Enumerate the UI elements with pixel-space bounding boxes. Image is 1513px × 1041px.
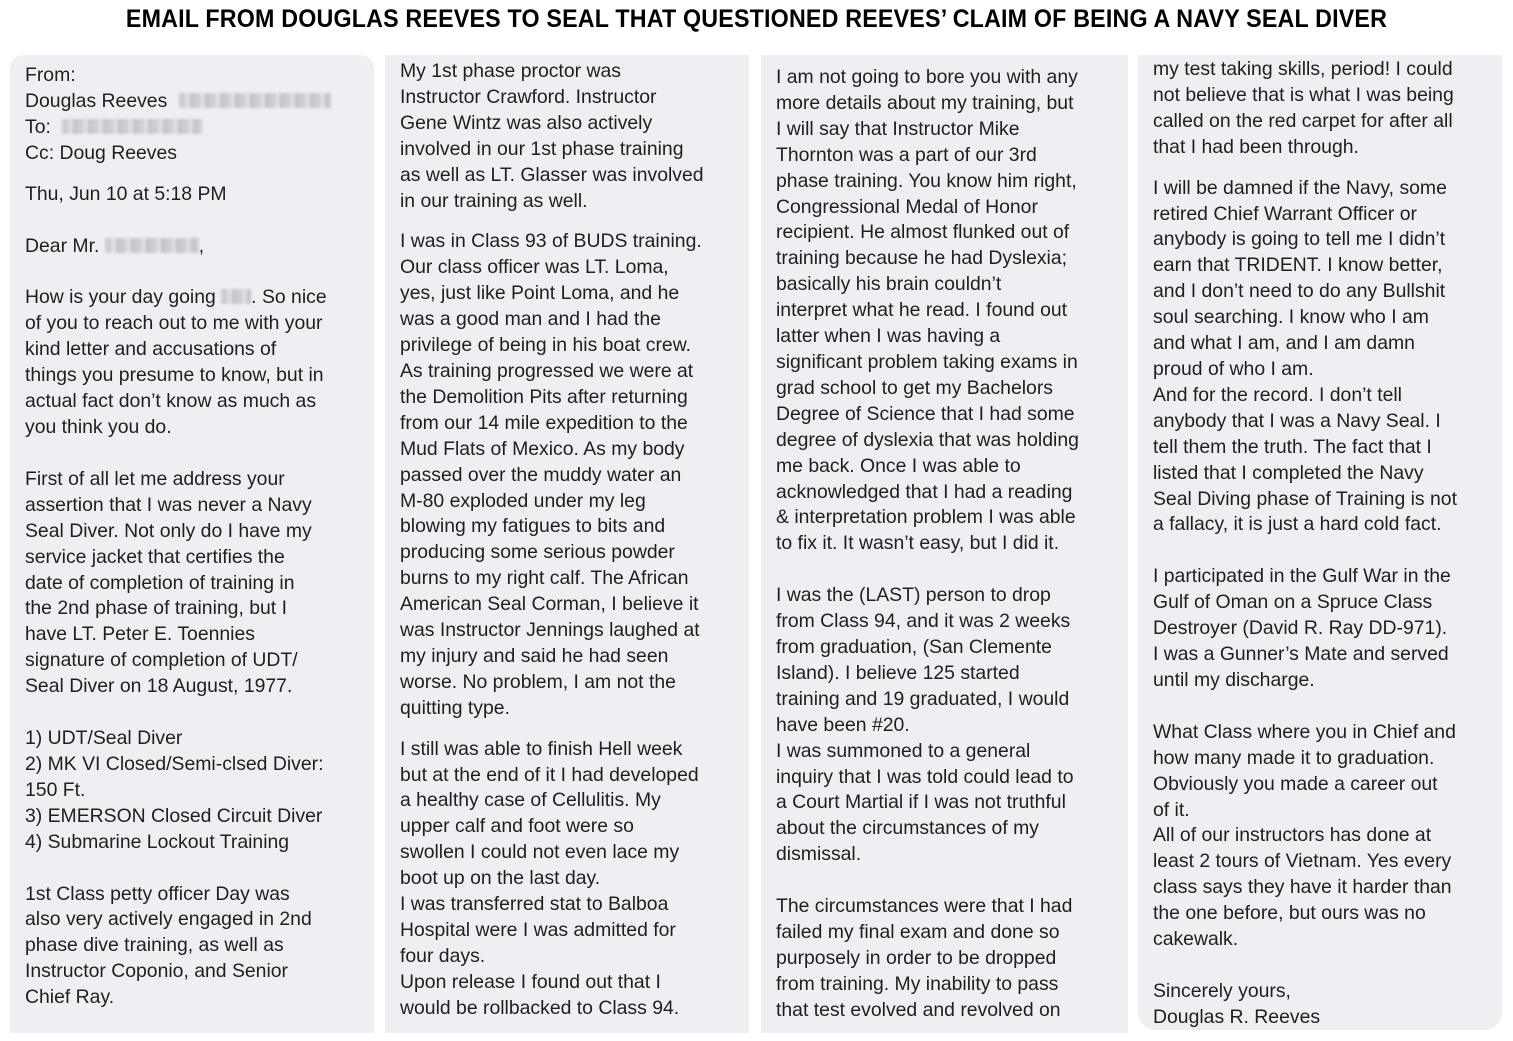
qualifications-list: 1) UDT/Seal Diver 2) MK VI Closed/Semi-clsed Diver: 150 Ft. 3) EMERSON Closed Circuit Diver 4) Submarine Lockout Training	[25, 727, 324, 853]
body-paragraph: The circumstances were that I had failed my final exam and done so purposely in order to be dropped from training. My inability to pass that test evolved and revolved on	[776, 895, 1073, 1021]
body-paragraph: my test taking skills, period! I could not believe that is what I was being called on the red carpet for after all that I had been through.	[1153, 58, 1454, 158]
email-column-3	[761, 55, 1128, 1033]
cc-row: Cc: Doug Reeves	[25, 141, 177, 164]
redacted-name	[221, 289, 251, 304]
body-paragraph: What Class where you in Chief and how many made it to graduation. Obviously you made a career out of it. All of our instructors has done at least 2 tours of Vietnam. Yes every class says they have it harder than the one before, but ours was no cakewalk.	[1153, 720, 1456, 951]
page-title: EMAIL FROM DOUGLAS REEVES TO SEAL THAT QUESTIONED REEVES’ CLAIM OF BEING A NAVY SEAL DIVER	[125, 5, 1388, 33]
to-label: To:	[25, 115, 51, 138]
salutation-prefix: Dear Mr.	[25, 234, 100, 257]
to-row	[25, 115, 366, 141]
email-column-4	[1138, 55, 1502, 1030]
redacted-to-address	[62, 119, 202, 134]
from-label: From:	[25, 64, 76, 86]
salutation	[25, 234, 366, 260]
from-row	[25, 89, 366, 115]
redacted-from-address	[179, 93, 331, 108]
email-date: Thu, Jun 10 at 5:18 PM	[25, 182, 227, 205]
body-paragraph: I was in Class 93 of BUDS training. Our class officer was LT. Loma, yes, just like Point Loma, and he was a good man and I had the privilege of being in his boat crew. As training progressed we were at the Demolition Pits after returning from our 14 mile expedition to the Mud Flats of Mexico. As my body passed over the muddy water an M-80 exploded under my leg blowing my fatigues to bits and producing some serious powder burns to my right calf. The African American Seal Corman, I believe it was Instructor Jennings laughed at my injury and said he had seen worse. No problem, I am not the quitting type.	[400, 230, 702, 719]
redacted-recipient-name	[105, 238, 199, 253]
body-paragraph: I am not going to bore you with any more details about my training, but I will say that Instructor Mike Thornton was a part of our 3rd phase training. You know him right, Congressional Medal of Honor recipient. He almost flunked out of training because he had Dyslexia; basically his brain couldn’t interpret what he read. I found out latter when I was having a significant problem taking exams in grad school to get my Bachelors Degree of Science that I had some degree of dyslexia that was holding me back. Once I was able to acknowledged that I had a reading & interpretation problem I was able to fix it. It wasn’t easy, but I did it.	[776, 66, 1079, 555]
email-column-1	[10, 55, 374, 1033]
email-header	[25, 63, 366, 259]
paragraph-text: How is your day going	[25, 286, 222, 309]
signature: Sincerely yours, Douglas R. Reeves	[1153, 980, 1321, 1028]
paragraph-text: . So nice of you to reach out to me with your kind letter and accusations of things you presume to know, but in actual fact don’t know as much as you think you do.	[25, 286, 327, 438]
body-paragraph	[25, 285, 366, 440]
body-paragraph: My 1st phase proctor was Instructor Crawford. Instructor Gene Wintz was also actively involved in our 1st phase training as well as LT. Glasser was involved in our training as well.	[400, 60, 704, 212]
body-paragraph: I will be damned if the Navy, some retired Chief Warrant Officer or anybody is going to tell me I didn’t earn that TRIDENT. I know better, and I don’t need to do any Bullshit soul searching. I know who I am and what I am, and I am damn proud of who I am. And for the record. I don’t tell anybody that I was a Navy Seal. I tell them the truth. The fact that I listed that I completed the Navy Seal Diving phase of Training is not a fallacy, it is just a hard cold fact.	[1153, 176, 1457, 536]
from-name: Douglas Reeves	[25, 89, 168, 112]
body-paragraph: I still was able to finish Hell week but at the end of it I had developed a healthy case of Cellulitis. My upper calf and foot were so swollen I could not even lace my boot up on the last day. I was transferred stat to Balboa Hospital were I was admitted for four days. Upon release I found out that I would be rollbacked to Class 94.	[400, 737, 699, 1019]
salutation-suffix: ,	[198, 234, 205, 257]
body-paragraph: 1st Class petty officer Day was also very actively engaged in 2nd phase dive training, as well as Instructor Coponio, and Senior Chief Ray.	[25, 882, 312, 1009]
body-paragraph: I participated in the Gulf War in the Gulf of Oman on a Spruce Class Destroyer (David R. Ray DD-971). I was a Gunner’s Mate and served until my discharge.	[1153, 565, 1451, 691]
email-column-2	[385, 55, 749, 1033]
body-paragraph: I was the (LAST) person to drop from Class 94, and it was 2 weeks from graduation, (San Clemente Island). I believe 125 started training and 19 graduated, I would have been #20. I was summoned to a general inquiry that I was told could lead to a Court Martial if I was not truthful about the circumstances of my dismissal.	[776, 584, 1074, 866]
body-paragraph: First of all let me address your assertion that I was never a Navy Seal Diver. Not only do I have my service jacket that certifies the date of completion of training in the 2nd phase of training, but I have LT. Peter E. Toennies signature of completion of UDT/ Seal Diver on 18 August, 1977.	[25, 467, 312, 698]
